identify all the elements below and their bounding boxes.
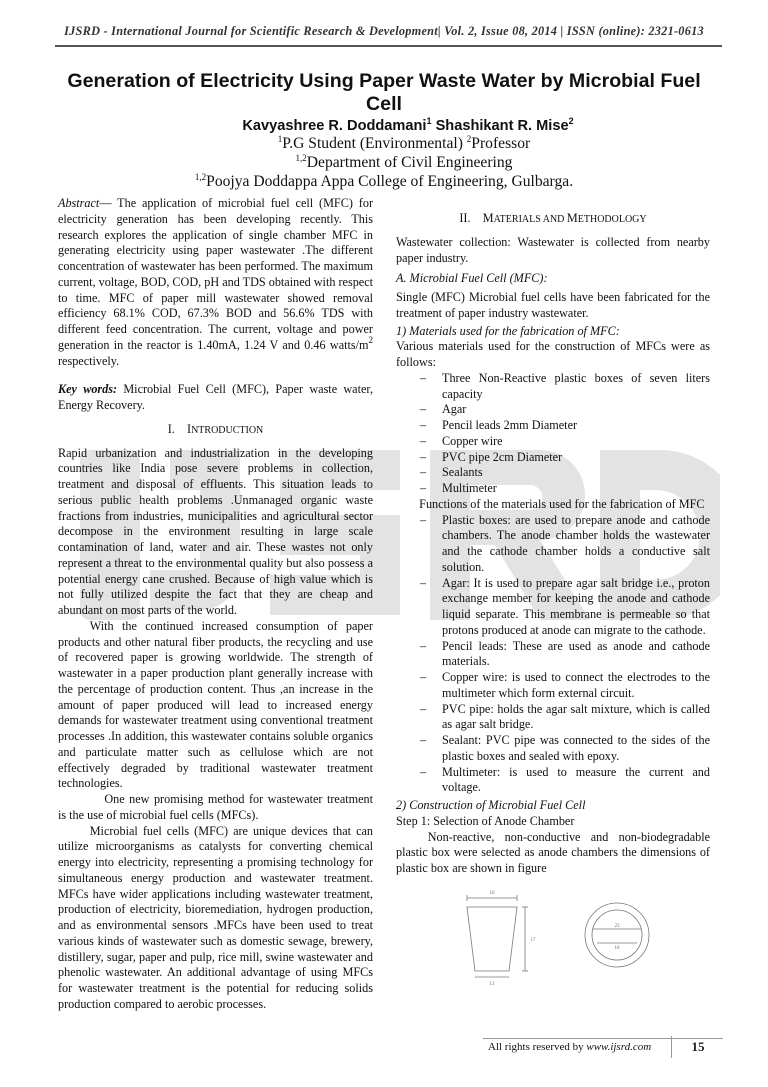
list-item: – Copper wire: is used to connect the electrodes to the multimeter which form external circuit. [396, 670, 710, 702]
list-item: – Multimeter [396, 481, 710, 497]
list-item: – Pencil leads: These are used as anode and cathode materials. [396, 639, 710, 671]
dimension-height: 17 [530, 938, 536, 943]
chamber-top-outer [585, 903, 649, 967]
subheading-materials: 1) Materials used for the fabrication of MFC: [396, 323, 620, 338]
functions-list [396, 513, 710, 797]
paper-title: Generation of Electricity Using Paper Waste Water by Microbial Fuel Cell [67, 70, 701, 115]
keywords: Key words: Microbial Fuel Cell (MFC), Paper waste water, Energy Recovery. [58, 382, 373, 412]
list-item: – PVC pipe: holds the agar salt mixture, which is called as agar salt bridge. [396, 702, 710, 734]
intro-paragraph-3: One new promising method for wastewater treatment is the use of microbial fuel cells (MFCs). [58, 792, 373, 822]
chamber-side-view [467, 907, 517, 971]
chamber-top-inner [592, 910, 642, 960]
list-item: – Copper wire [396, 434, 710, 450]
list-item: – PVC pipe 2cm Diameter [396, 450, 710, 466]
intro-paragraph-4: Microbial fuel cells (MFC) are unique devices that can utilize microorganisms as catalysts for converting chemical energy into electricity, representing a promising technology for simultaneous energy production and wastewater treatment. MFCs have wider applications including wastewater treatment, production of electricity, bioremediation, hydrogen production, and as environmental sensors .MFCs have been used to treat various kinds of wastewater such as domestic sewage, brewery, distillery, sugar, paper and pulp, rice mill, swine wastewater and phenolic wastewater. An additional advantage of using MFCs for wastewater treatment is the potential for reducing solids production compared to aerobic processes. [58, 823, 373, 1011]
page-number: 15 [671, 1036, 724, 1058]
section-heading-introduction: I. INTRODUCTION [167, 421, 264, 436]
list-item: – Multimeter: is used to measure the current and voltage. [396, 765, 710, 797]
materials-list [396, 371, 710, 497]
step-1-text: Non-reactive, non-conductive and non-biodegradable plastic box were selected as anode chambers the dimensions of plastic box are shown in figure [396, 829, 710, 875]
author-line: Kavyashree R. Doddamani$^1$ Shashikant R. Mise$^2$ [242, 116, 574, 134]
list-item: – Plastic boxes: are used to prepare anode and cathode chambers. The anode chamber holds the wastewater and the cathode chamber holds a conductive salt solution. [396, 513, 710, 576]
list-item: – Three Non-Reactive plastic boxes of seven liters capacity [396, 371, 710, 403]
dimension-inner-diameter: 16 [614, 946, 620, 951]
affiliation-department: $^{1,2}$Department of Civil Engineering [295, 153, 513, 171]
subheading-construction: 2) Construction of Microbial Fuel Cell [396, 798, 586, 812]
mfc-description: Single (MFC) Microbial fuel cells have been fabricated for the treatment of paper industry wastewater. [396, 290, 710, 320]
dimension-bottom-width: 13 [489, 982, 495, 987]
section-heading-materials: II. MATERIALS AND METHODOLOGY [459, 211, 647, 225]
list-item: – Pencil leads 2mm Diameter [396, 418, 710, 434]
journal-header: IJSRD - International Journal for Scientific Research & Development| Vol. 2, Issue 08, 2014 | ISSN (online): 2321-0613 [64, 24, 704, 38]
affiliation-college: $^{1,2}$Poojya Doddappa Appa College of Engineering, Gulbarga. [194, 172, 574, 190]
abstract: Abstract— The application of microbial fuel cell (MFC) for electricity generation has been developing recently. This research explores the application of single chamber MFC in generating electricity using paper wastewater .The different concentration of wastewater has been performed. The maximum current, voltage, BOD, COD, pH and TDS obtained with respect to time. MFC of paper mill wastewater showed removal efficiency 68.1% COD, 67.3% BOD and 56.6% TDS with different feed concentration. The current, voltage and power generation in the reactor is 1.40mA, 1.24 V and 0.46 watts/$m^2$ respectively. [58, 196, 373, 368]
materials-intro: Various materials used for the construction of MFCs were as follows: [396, 339, 710, 369]
list-item: – Agar: It is used to prepare agar salt bridge i.e., proton exchange member for keeping the anode and cathode liquid separate. This membrane is permeable so that protons produced at anode can migrate to the cathode. [396, 576, 710, 639]
list-item: – Sealant: PVC pipe was connected to the sides of the plastic boxes and sealed with epoxy. [396, 733, 710, 765]
dimension-top-width: 16 [489, 891, 495, 896]
author-1: Kavyashree R. Doddamani [242, 118, 427, 134]
journal-website-link[interactable]: www.ijsrd.com [586, 1041, 652, 1053]
functions-intro: Functions of the materials used for the fabrication of MFC [419, 496, 705, 511]
affiliation-roles: $^1$P.G Student (Environmental) $^2$Professor [277, 134, 531, 152]
list-item: – Sealants [396, 465, 710, 481]
subheading-mfc: A. Microbial Fuel Cell (MFC): [396, 271, 548, 286]
list-item: – Agar [396, 402, 710, 418]
intro-paragraph-1: Rapid urbanization and industrialization in the developing countries like India pose severe problems in collection, treatment and disposal of effluents. This situation leads to serious public health problems .Unmanaged organic waste fractions from industries, municipalities and agricultural sector decompose in the environment resulting in large scale contamination of land, water and air. These wastes not only represent a threat to the environmental quality but also possess a potential energy cane crushed. Because of high value which is not fully utilized despite the fact that they are cheap and abundant on most parts of the world. [58, 445, 373, 617]
left-column [58, 196, 373, 1013]
author-2: Shashikant R. Mise [435, 118, 569, 134]
wastewater-collection: Wastewater collection: Wastewater is collected from nearby paper industry. [396, 234, 710, 265]
dimension-outer-diameter: 23 [614, 924, 620, 929]
step-1-heading: Step 1: Selection of Anode Chamber [396, 813, 575, 828]
header-rule [55, 45, 722, 47]
footer-rights: All rights reserved by www.ijsrd.com [488, 1041, 652, 1053]
anode-chamber-figure [455, 885, 655, 988]
intro-paragraph-2: With the continued increased consumption of paper products and other natural fiber products, the recycling and use of recovered paper is growing worldwide. The strength of wastewater in a paper production plant generally increase with the percentage of production content. Thus ,an increase in the amount of paper produced will lead to increased energy demands for wastewater treatment using conventional treatment processes .In addition, this wastewater contains soluble organics and particulate matter such as cellulose which are not effectively degraded by traditional wastewater treatment technologies. [58, 618, 373, 791]
right-column [396, 196, 710, 877]
abstract-label: Abstract [58, 196, 100, 210]
keywords-label: Key words: [58, 382, 118, 397]
